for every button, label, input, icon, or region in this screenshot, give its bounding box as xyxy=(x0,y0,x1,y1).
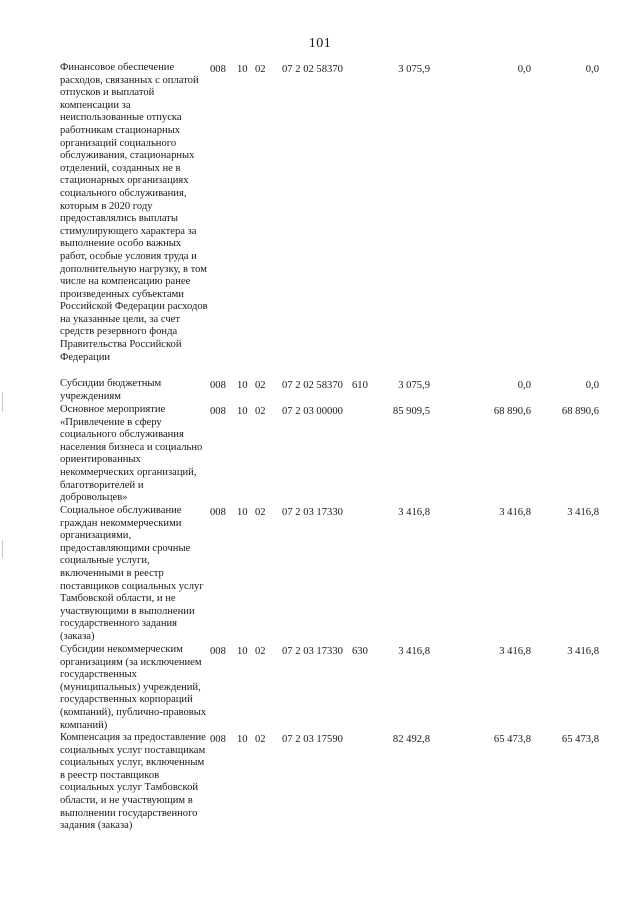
page-number: 101 xyxy=(308,36,332,51)
expense-name: Субсидии бюджетным учреждениям xyxy=(60,378,162,402)
scan-edge-mark xyxy=(2,392,3,412)
scan-edge-mark xyxy=(2,540,3,558)
expense-name: Финансовое обеспечение расходов, связанных с оплатой отпусков и выплатой компенсации за неиспользованные отпуска работникам стационарных организаций социального обслуживания, стационарных отделений, созданных не в стационарных организациях социального обслуживания, которым в 2020 году предоставлялись выплаты стимулирующего характера за выполнение особо важных работ, особые условия труда и дополнительную нагрузку, в том числе на компенсацию ранее произведенных субъектами Российской Федерации расходов на указанные цели, за счет средств резервного фонда Правительства Российской Федерации xyxy=(60,62,208,363)
ministry-code: 008 xyxy=(210,646,226,657)
amount-year-3: 68 890,6 xyxy=(561,406,599,417)
amount-year-2: 68 890,6 xyxy=(493,406,531,417)
expense-name: Социальное обслуживание граждан некоммерческими организациями, предоставляющими срочные социальные услуги, включенными в реестр поставщиков социальных услуг Тамбовской области, и не участвующими в выполнении государственного задания (заказа) xyxy=(60,505,204,642)
section-code: 10 xyxy=(237,646,248,657)
amount-year-2: 0,0 xyxy=(517,64,531,75)
amount-year-3: 3 416,8 xyxy=(567,507,599,518)
subsection-code: 02 xyxy=(255,507,266,518)
target-article-code: 07 2 02 58370 xyxy=(282,64,343,75)
ministry-code: 008 xyxy=(210,507,226,518)
target-article-code: 07 2 03 17330 xyxy=(282,507,343,518)
amount-year-2: 3 416,8 xyxy=(499,507,531,518)
expense-name: Основное мероприятие «Привлечение в сферу социального обслуживания населения бизнеса и социально ориентированных некоммерческих организаций, благотворителей и добровольцев» xyxy=(60,404,203,504)
section-code: 10 xyxy=(237,380,248,391)
expense-type-code: 610 xyxy=(352,380,368,391)
expense-name: Субсидии некоммерческим организациям (за исключением государственных (муниципальных) учреждений, государственных корпораций (компаний), публично-правовых компаний) xyxy=(60,644,207,731)
amount-year-3: 3 416,8 xyxy=(567,646,599,657)
subsection-code: 02 xyxy=(255,406,266,417)
table-row xyxy=(60,732,620,862)
amount-year-1: 3 416,8 xyxy=(398,507,430,518)
amount-year-1: 3 416,8 xyxy=(398,646,430,657)
subsection-code: 02 xyxy=(255,64,266,75)
table-row xyxy=(60,505,620,644)
budget-table xyxy=(60,62,620,862)
subsection-code: 02 xyxy=(255,734,266,745)
expense-name: Компенсация за предоставление социальных услуг поставщикам социальных услуг, включенным в реестр поставщиков социальных услуг Тамбовской области, и не участвующим в выполнении государственного задания (заказа) xyxy=(60,732,206,832)
target-article-code: 07 2 03 00000 xyxy=(282,406,343,417)
table-row xyxy=(60,644,620,732)
amount-year-3: 0,0 xyxy=(585,64,599,75)
target-article-code: 07 2 03 17330 xyxy=(282,646,343,657)
ministry-code: 008 xyxy=(210,64,226,75)
subsection-code: 02 xyxy=(255,646,266,657)
amount-year-2: 65 473,8 xyxy=(493,734,531,745)
amount-year-1: 3 075,9 xyxy=(398,64,430,75)
target-article-code: 07 2 03 17590 xyxy=(282,734,343,745)
amount-year-1: 3 075,9 xyxy=(398,380,430,391)
target-article-code: 07 2 02 58370 xyxy=(282,380,343,391)
expense-type-code: 630 xyxy=(352,646,368,657)
section-code: 10 xyxy=(237,507,248,518)
section-code: 10 xyxy=(237,406,248,417)
amount-year-1: 85 909,5 xyxy=(392,406,430,417)
amount-year-2: 0,0 xyxy=(517,380,531,391)
amount-year-1: 82 492,8 xyxy=(392,734,430,745)
table-row xyxy=(60,62,620,378)
section-code: 10 xyxy=(237,734,248,745)
subsection-code: 02 xyxy=(255,380,266,391)
ministry-code: 008 xyxy=(210,734,226,745)
ministry-code: 008 xyxy=(210,406,226,417)
amount-year-2: 3 416,8 xyxy=(499,646,531,657)
table-row xyxy=(60,404,620,505)
section-code: 10 xyxy=(237,64,248,75)
table-row xyxy=(60,378,620,404)
ministry-code: 008 xyxy=(210,380,226,391)
amount-year-3: 0,0 xyxy=(585,380,599,391)
amount-year-3: 65 473,8 xyxy=(561,734,599,745)
